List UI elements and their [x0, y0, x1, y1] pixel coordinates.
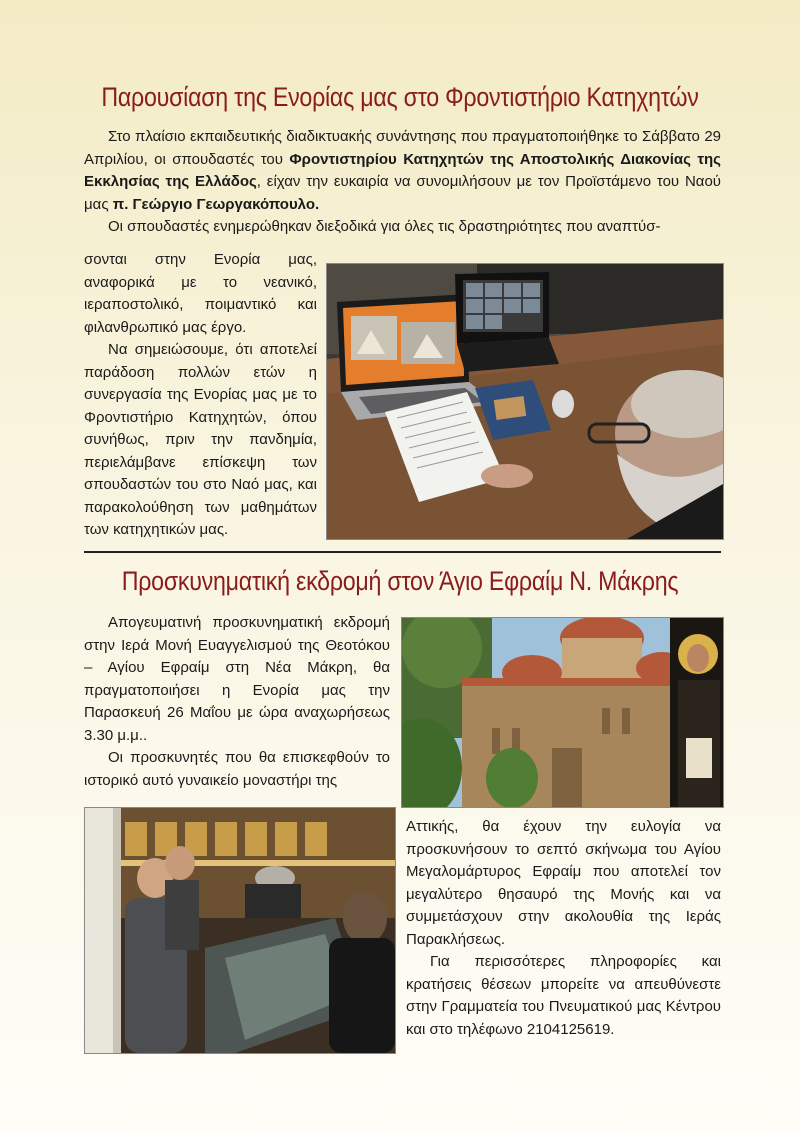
- article1-intro-paragraph: Στο πλαίσιο εκπαιδευτικής διαδικτυακής συνάντησης που πραγματοποιήθηκε το Σάββατο 29 Απριλίου, οι σπουδαστές του Φροντιστηρίου Κατηχητών της Αποστολικής Διακονίας της Εκκλησίας της Ελλάδος, είχαν την ευκαιρία να συνομιλήσουν με τον Προϊστάμενο του Ναού μας π. Γεώργιο Γεωργακόπουλο. Οι σπουδαστές ενημερώθηκαν διεξοδικά για όλες τις δραστηριότητες που αναπτύσ-: [84, 126, 721, 239]
- article2-para3: Για περισσότερες πληροφορίες και κρατήσεις θέσεων μπορείτε να απευθύνεστε στην Γραμματεία του Πνευματικού μας Κέντρου και στο τηλέφωνο 2104125619.: [406, 953, 721, 1038]
- article1-body-column: [84, 249, 317, 542]
- article1-para3: Να σημειώσουμε, ότι αποτελεί παράδοση πολλών ετών η συνεργασία της Ενορίας μας με το Φροντιστήριο Κατηχητών, όπου συνήθως, πριν την πανδημία, περιελάμβανε επίσκεψη των σπουδαστών του στο Ναό μας, και παρακολούθηση των μαθημάτων των κατηχητικών μας.: [84, 341, 317, 538]
- photo-online-meeting: [326, 263, 724, 540]
- article2-para2-start: Οι προσκυνητές που θα επισκεφθούν το ιστορικό αυτό γυναικείο μοναστήρι της: [84, 749, 390, 789]
- monastery-illustration: [402, 618, 723, 807]
- article1-title: Παρουσίαση της Ενορίας μας στο Φροντιστήριο Κατηχητών: [101, 82, 699, 112]
- article1-para2-start: Οι σπουδαστές ενημερώθηκαν διεξοδικά για όλες τις δραστηριότητες που αναπτύσ-: [108, 218, 661, 235]
- article2-para2-end: Αττικής, θα έχουν την ευλογία να προσκυνήσουν το σεπτό σκήνωμα του Αγίου Μεγαλομάρτυρος Εφραίμ που αποτελεί τον μεγαλύτερο θησαυρό της Μονής και να συμμετάσχουν στην ακολουθία της Ιεράς Παρακλήσεως.: [406, 818, 721, 948]
- photo-church-interior: [84, 807, 396, 1054]
- article2-left-column: [84, 612, 390, 792]
- section-divider: [84, 551, 721, 553]
- church-interior-illustration: [85, 808, 395, 1053]
- article2-para1: Απογευματινή προσκυνηματική εκδρομή στην Ιερά Μονή Ευαγγελισμού της Θεοτόκου – Αγίου Εφραίμ στη Νέα Μάκρη, θα πραγματοποιήσει η Ενορία μας την Παρασκευή 26 Μαΐου με ώρα αναχωρήσεως 3.30 μ.μ..: [84, 614, 390, 744]
- article1-para2-end: σονται στην Ενορία μας, αναφορικά με το νεανικό, ιεραποστολικό, ποιμαντικό και φιλανθρωπικό μας έργο.: [84, 251, 317, 336]
- photo-monastery: [401, 617, 724, 808]
- article2-title: Προσκυνηματική εκδρομή στον Άγιο Εφραίμ Ν. Μάκρης: [121, 566, 679, 596]
- article2-right-column: [406, 816, 721, 1041]
- online-meeting-illustration: [327, 264, 723, 539]
